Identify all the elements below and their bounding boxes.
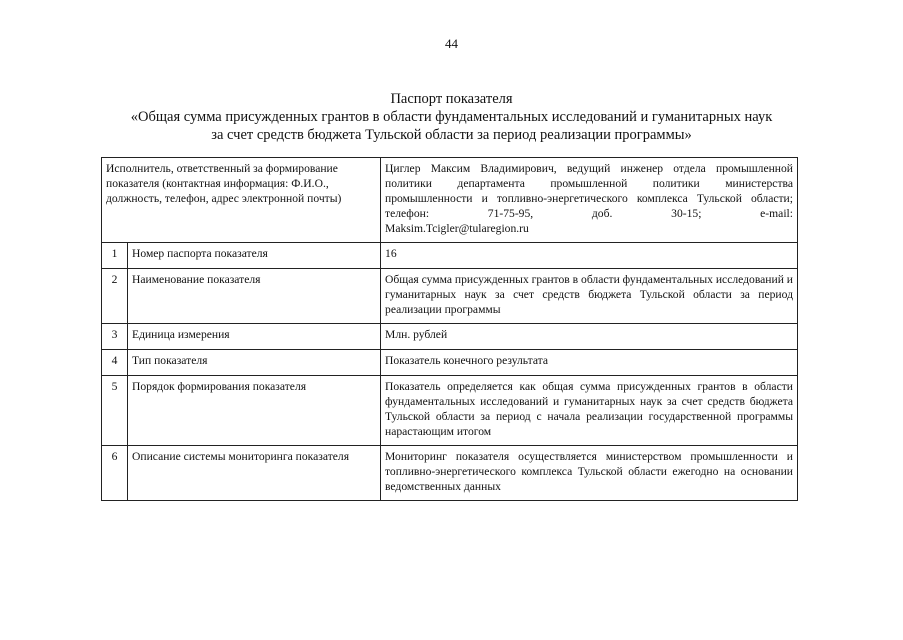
table-row (102, 446, 798, 501)
table-row (102, 350, 798, 376)
row-number: 6 (102, 446, 128, 501)
page-number: 44 (445, 36, 458, 51)
title-line-2: «Общая сумма присужденных грантов в области фундаментальных исследований и гуманитарных наук (130, 109, 773, 125)
executor-label: Исполнитель, ответственный за формирование показателя (контактная информация: Ф.И.О., должность, телефон, адрес электронной почты) (102, 158, 381, 243)
row-number: 2 (102, 269, 128, 324)
row-label: Порядок формирования показателя (128, 376, 381, 446)
passport-table (101, 157, 798, 501)
table-row (102, 324, 798, 350)
title-line-1: Паспорт показателя (390, 91, 513, 107)
row-value: 16 (381, 243, 798, 269)
table-row (102, 243, 798, 269)
row-value: Общая сумма присужденных грантов в области фундаментальных исследований и гуманитарных наук за счет средств бюджета Тульской области за период реализации программы (381, 269, 798, 324)
row-value: Млн. рублей (381, 324, 798, 350)
row-label: Номер паспорта показателя (128, 243, 381, 269)
row-value: Показатель конечного результата (381, 350, 798, 376)
row-label: Единица измерения (128, 324, 381, 350)
row-label: Тип показателя (128, 350, 381, 376)
table-row (102, 269, 798, 324)
executor-value (381, 158, 798, 243)
title-line-3: за счет средств бюджета Тульской области за период реализации программы» (211, 127, 692, 143)
row-label: Описание системы мониторинга показателя (128, 446, 381, 501)
executor-email: Maksim.Tcigler@tularegion.ru (385, 222, 529, 235)
executor-contact: Циглер Максим Владимирович, ведущий инженер отдела промышленной политики департамента промышленной политики министерства промышленности и топливно-энергетического комплекса Тульской области; телефон: 71-75-95, доб. 30-15; e-mail: (385, 162, 793, 220)
row-label: Наименование показателя (128, 269, 381, 324)
row-value: Показатель определяется как общая сумма присужденных грантов в области фундаментальных исследований и гуманитарных наук за счет средств бюджета Тульской области за период с начала реализации государственной программы нарастающим итогом (381, 376, 798, 446)
row-number: 3 (102, 324, 128, 350)
table-row (102, 376, 798, 446)
table-row-executor (102, 158, 798, 243)
row-number: 4 (102, 350, 128, 376)
document-title (60, 90, 843, 144)
row-number: 5 (102, 376, 128, 446)
row-number: 1 (102, 243, 128, 269)
row-value: Мониторинг показателя осуществляется министерством промышленности и топливно-энергетического комплекса Тульской области ежегодно на основании ведомственных данных (381, 446, 798, 501)
